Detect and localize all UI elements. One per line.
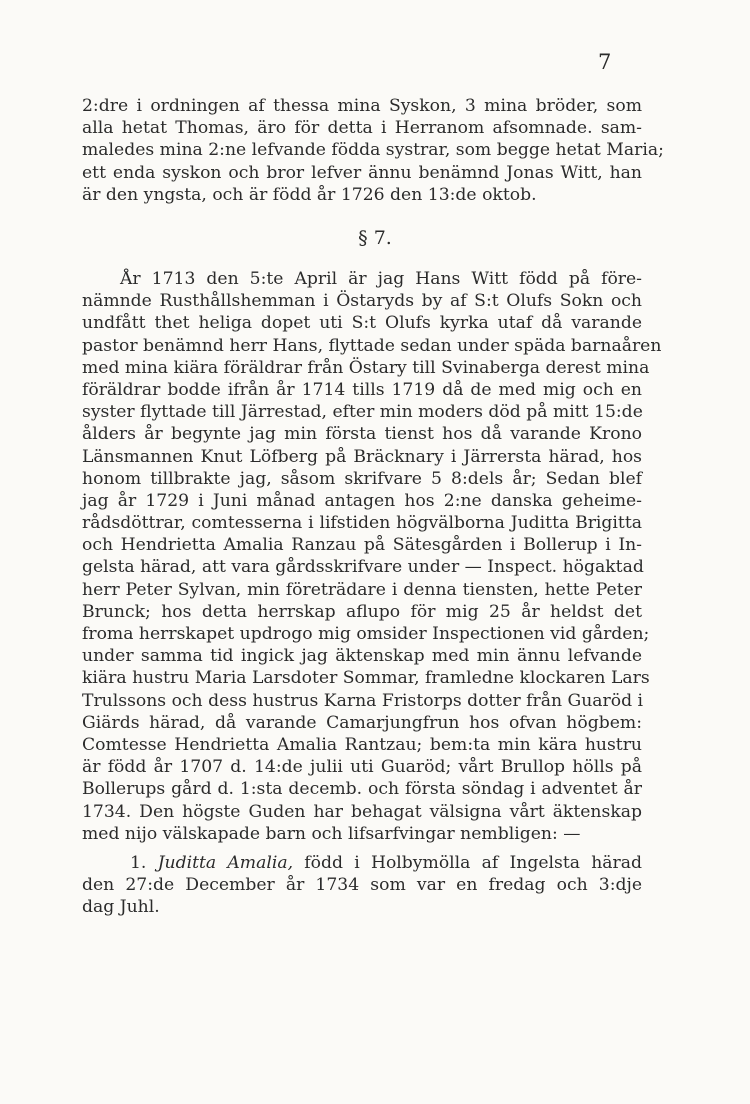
text-line: den 27:de December år 1734 som var en fredag och 3:dje xyxy=(82,875,642,896)
text-line: honom tillbrakte jag, såsom skrifvare 5 8:dels år; Sedan blef xyxy=(82,468,642,489)
text-line: ett enda syskon och bror lefver ännu benämnd Jonas Witt, han xyxy=(82,162,642,183)
text-line: herr Peter Sylvan, min företrädare i denna tiensten, hette Peter xyxy=(82,579,642,600)
text-line: 1734. Den högste Guden har behagat välsigna vårt äktenskap xyxy=(82,801,642,822)
text-line: ålders år begynte jag min första tienst hos då varande Krono xyxy=(82,424,642,445)
text-line: Comtesse Hendrietta Amalia Rantzau; bem:ta min kära hustru xyxy=(82,734,642,755)
text-line: syster flyttade till Järrestad, efter min moders död på mitt 15:de xyxy=(82,402,643,423)
text-line: År 1713 den 5:te April är jag Hans Witt född på före- xyxy=(120,269,642,289)
text-line: jag år 1729 i Juni månad antagen hos 2:ne danska geheime- xyxy=(82,490,642,511)
text-line: Länsmannen Knut Löfberg på Bräcknary i Järrersta härad, hos xyxy=(82,446,642,467)
text-line: och Hendrietta Amalia Ranzau på Sätesgården i Bollerup i In- xyxy=(82,535,642,556)
child-name: Juditta Amalia, xyxy=(157,853,294,873)
text-line: Bollerups gård d. 1:sta decemb. och första söndag i adventet år xyxy=(82,779,642,800)
child-number: 1. xyxy=(130,853,147,873)
page-number: 7 xyxy=(598,50,612,74)
text-line: dag Juhl. xyxy=(82,897,160,918)
text-line: med mina kiära föräldrar från Östary till Svinaberga derest mina xyxy=(82,357,650,378)
text-line: 2:dre i ordningen af thessa mina Syskon, 3 mina bröder, som xyxy=(82,96,642,116)
intro-paragraph xyxy=(82,95,664,206)
text-line: undfått thet heliga dopet uti S:t Olufs kyrka utaf då varande xyxy=(82,313,642,334)
text-line: pastor benämnd herr Hans, flyttade sedan under späda barnaåren xyxy=(82,335,662,356)
text-line: gelsta härad, att vara gårdsskrifvare under — Inspect. högaktad xyxy=(82,557,644,578)
text-line: Brunck; hos detta herrskap aflupo för mig 25 år heldst det xyxy=(82,601,642,622)
section-paragraph xyxy=(82,268,662,845)
child-entry-first-line xyxy=(82,852,642,874)
text-line: föräldrar bodde ifrån år 1714 tills 1719 då de med mig och en xyxy=(82,379,642,400)
text-line: Trulssons och dess hustrus Karna Fristorps dotter från Guaröd i xyxy=(82,690,644,711)
text-line: under samma tid ingick jag äktenskap med min ännu lefvande xyxy=(82,646,642,667)
text-line: är den yngsta, och är född år 1726 den 13:de oktob. xyxy=(82,184,537,205)
child-birth-text: född i Holbymölla af Ingelsta härad xyxy=(304,853,642,873)
text-line: nämnde Rusthållshemman i Östaryds by af S:t Olufs Sokn och xyxy=(82,291,642,312)
text-line: maledes mina 2:ne lefvande födda systrar, som begge hetat Maria; xyxy=(82,140,664,161)
text-line: froma herrskapet updrogo mig omsider Inspectionen vid gården; xyxy=(82,624,650,644)
section-heading: § 7. xyxy=(358,227,392,249)
text-line: Giärds härad, då varande Camarjungfrun hos ofvan högbem: xyxy=(82,712,642,733)
text-line: kiära hustru Maria Larsdoter Sommar, framledne klockaren Lars xyxy=(82,668,650,689)
child-entry xyxy=(82,852,642,919)
text-line: med nijo välskapade barn och lifsarfvingar nembligen: — xyxy=(82,823,581,844)
text-line: alla hetat Thomas, äro för detta i Herranom afsomnade. sam- xyxy=(82,118,642,139)
text-line: är född år 1707 d. 14:de julii uti Guaröd; vårt Brullop hölls på xyxy=(82,757,642,778)
text-line: rådsdöttrar, comtesserna i lifstiden högvälborna Juditta Brigitta xyxy=(82,513,642,534)
